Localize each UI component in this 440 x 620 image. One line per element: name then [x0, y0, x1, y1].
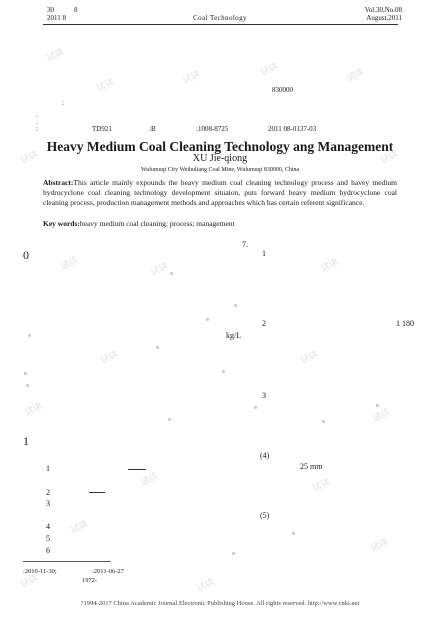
postcode: 830000 [272, 86, 293, 94]
density-unit: kg/L [226, 331, 242, 340]
list-number: 1 [262, 249, 266, 258]
header-date: 2011 8 [47, 14, 66, 22]
header-journal: Coal Technology [193, 14, 247, 22]
scan-dot [234, 304, 237, 307]
list-number: 5 [46, 534, 50, 543]
scan-dot [28, 334, 31, 337]
received-date: :2010-11-30; [23, 568, 57, 575]
watermark: 试读 [69, 519, 91, 537]
scan-dot [26, 384, 29, 387]
footnote-rule [23, 561, 111, 562]
copyright-notice: ?1994-2017 China Academic Journal Electronic Publishing House. All rights reserved. http://www.cnki.net [80, 600, 360, 607]
header-volume-en: Vol.30,No.08 [364, 6, 402, 14]
article-title: Heavy Medium Coal Cleaning Technology ang Management [46, 139, 394, 154]
size-value: 25 mm [300, 462, 323, 471]
watermark: 试读 [181, 69, 203, 87]
watermark: 试读 [59, 255, 81, 273]
list-number: 3 [262, 391, 266, 400]
watermark: 试读 [379, 149, 401, 167]
watermark: 试读 [19, 573, 41, 591]
watermark: 试读 [299, 349, 321, 367]
article-id-tail: 2011 08-0137-03 [268, 125, 317, 133]
scan-dot [322, 420, 325, 423]
keywords [43, 219, 397, 229]
scan-dot [24, 372, 27, 375]
keywords-text: heavy medium coal cleaning; process; management [79, 219, 235, 228]
list-number: (4) [260, 451, 270, 460]
list-number: 4 [46, 522, 50, 531]
scan-dot [170, 272, 173, 275]
abstract-text: This article mainly expounds the heavy medium coal cleaning technology process and havey medium hydrocyclone coal cleaning technology development situaion, puts forward heavy medium hydrocyclone coal cleaning process, production management methods and approaches which has certain referent significance. [43, 178, 397, 207]
watermark: 试读 [99, 349, 121, 367]
watermark: 试读 [195, 577, 217, 595]
clc-label: : [36, 125, 38, 133]
scan-dot [206, 318, 209, 321]
scan-dot [254, 406, 257, 409]
header-rule [43, 24, 398, 25]
watermark: 试读 [19, 149, 41, 167]
list-number: 2 [46, 488, 50, 497]
watermark: 试读 [95, 77, 117, 95]
meta-colon: : [62, 99, 64, 107]
header-date-en: August,2011 [366, 14, 402, 22]
scan-dot [168, 418, 171, 421]
density-value: 1 180 [396, 319, 414, 328]
abstract [43, 178, 397, 208]
meta-dot: . [36, 118, 38, 126]
meta-dot: . [36, 111, 38, 119]
watermark: 试读 [371, 407, 393, 425]
list-number: 1 [46, 464, 50, 473]
list-number: 6 [46, 546, 50, 555]
body-number: 7. [242, 240, 248, 249]
list-number: 2 [262, 319, 266, 328]
affiliation: Wulumuqi City Weihuliang Coal Mine, Wulumuqi 830000, China [140, 167, 300, 173]
watermark: 试读 [45, 47, 67, 65]
header-issue: 8 [74, 6, 78, 14]
clc-code: TD921 [92, 125, 112, 133]
section-number: 1 [23, 434, 29, 448]
dash [89, 492, 105, 493]
header-volume: 30 [47, 6, 54, 14]
watermark: 试读 [149, 261, 171, 279]
watermark: 试读 [139, 471, 161, 489]
watermark: 试读 [311, 477, 333, 495]
author-name: XU Jie-qiong [192, 153, 248, 164]
watermark: 试读 [369, 537, 391, 555]
watermark: 试读 [23, 401, 45, 419]
author-birth-year: 1972- [82, 577, 98, 584]
scan-dot [222, 370, 225, 373]
list-number: (5) [260, 511, 270, 520]
watermark: 试读 [319, 257, 341, 275]
dash [128, 469, 146, 470]
section-number: 0 [23, 248, 29, 262]
watermark: 试读 [259, 61, 281, 79]
watermark: 试读 [345, 67, 367, 85]
scan-dot [292, 532, 295, 535]
scan-dot [376, 404, 379, 407]
article-id: :1008-8725 [196, 125, 229, 133]
scan-dot [232, 552, 235, 555]
document-code: :B [149, 125, 156, 133]
revised-date: :2011-06-27 [92, 568, 124, 575]
keywords-label: Key words: [43, 219, 80, 228]
abstract-label: Abstract: [43, 178, 74, 187]
list-number: 3 [46, 499, 50, 508]
scan-dot [156, 346, 159, 349]
